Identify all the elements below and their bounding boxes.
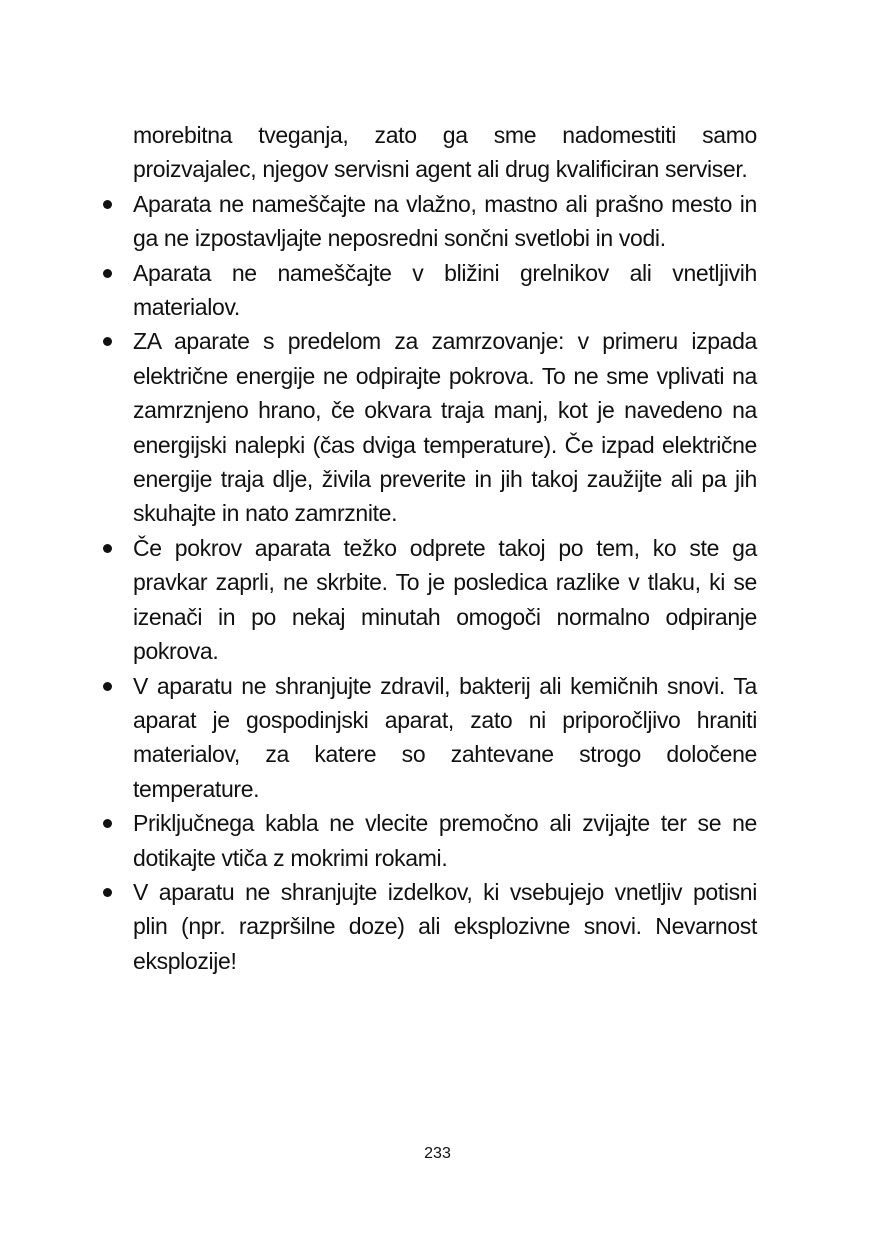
bullet-dot-icon <box>103 888 112 897</box>
bullet-text: Aparata ne nameščajte na vlažno, mastno ali prašno mesto in ga ne izpostavljajte neposredni sončni svetlobi in vodi. <box>133 190 757 252</box>
page-number: 233 <box>424 1145 451 1162</box>
continuation-paragraph: morebitna tveganja, zato ga sme nadomestiti samo proizvajalec, njegov servisni agent ali drug kvalificiran serviser. <box>133 122 757 183</box>
page-content <box>133 118 757 978</box>
bullet-dot-icon <box>103 544 112 553</box>
bullet-dot-icon <box>103 200 112 209</box>
safety-bullet-list <box>133 187 757 978</box>
bullet-text: ZA aparate s predelom za zamrzovanje: v primeru izpada električne energije ne odpirajte pokrova. To ne sme vplivati na zamrznjeno hrano, če okvara traja manj, kot je navedeno na energijski nalepki (čas dviga temperature). Če izpad električne energije traja dlje, živila preverite in jih takoj zaužijte ali pa jih skuhajte in nato zamrznite. <box>133 328 757 527</box>
bullet-item <box>133 256 757 325</box>
bullet-text: V aparatu ne shranjujte zdravil, bakterij ali kemičnih snovi. Ta aparat je gospodinjski aparat, zato ni priporočljivo hraniti materialov, za katere so zahtevane strogo določene temperature. <box>133 672 757 802</box>
bullet-item <box>133 187 757 256</box>
bullet-item <box>133 806 757 875</box>
bullet-item <box>133 324 757 530</box>
bullet-text: Če pokrov aparata težko odprete takoj po tem, ko ste ga pravkar zaprli, ne skrbite. To je posledica razlike v tlaku, ki se izenači in po nekaj minutah omogoči normalno odpiranje pokrova. <box>133 534 757 665</box>
bullet-item <box>133 669 757 807</box>
bullet-dot-icon <box>103 682 112 691</box>
bullet-dot-icon <box>103 269 112 278</box>
bullet-text: V aparatu ne shranjujte izdelkov, ki vsebujejo vnetljiv potisni plin (npr. razpršilne doze) ali eksplozivne snovi. Nevarnost eksplozije! <box>133 878 757 974</box>
bullet-dot-icon <box>103 337 112 346</box>
bullet-item <box>133 531 757 669</box>
bullet-dot-icon <box>103 819 112 828</box>
bullet-item <box>133 875 757 978</box>
bullet-text: Priključnega kabla ne vlecite premočno ali zvijajte ter se ne dotikajte vtiča z mokrimi rokami. <box>133 810 757 871</box>
bullet-text: Aparata ne nameščajte v bližini grelnikov ali vnetljivih materialov. <box>133 259 757 321</box>
